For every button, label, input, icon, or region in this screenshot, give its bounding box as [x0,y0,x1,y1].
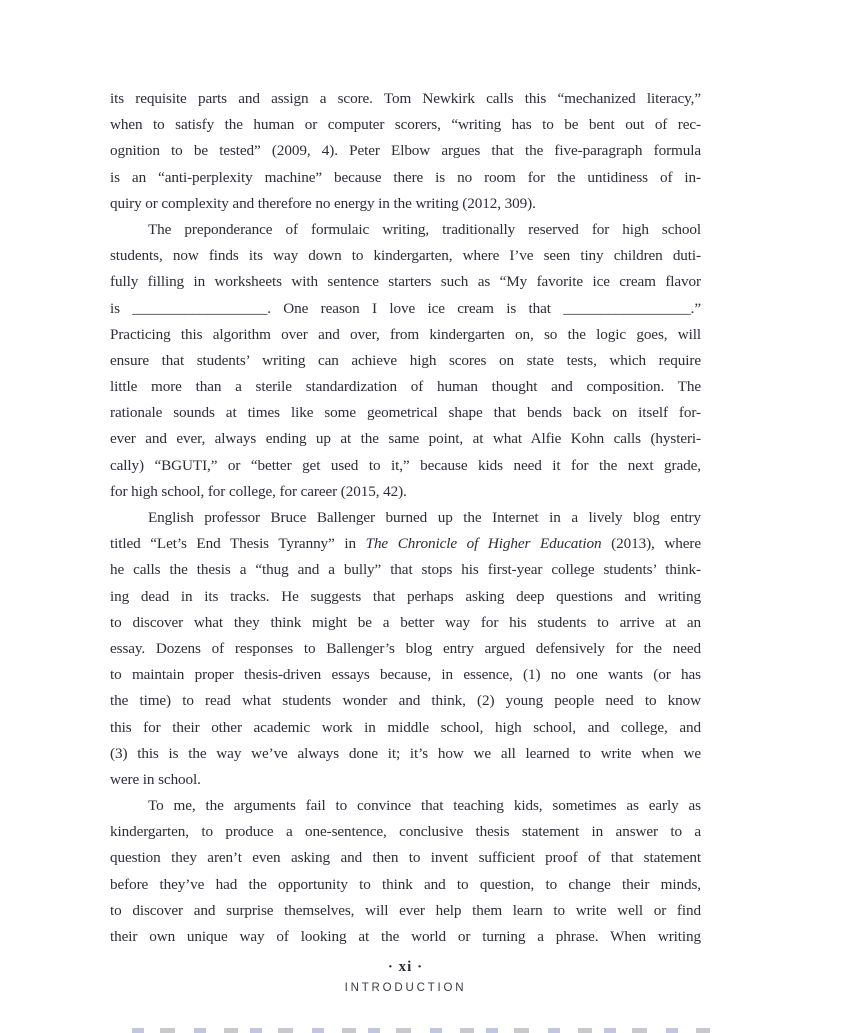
section-label: INTRODUCTION [344,982,467,994]
text-line: this for their other academic work in middle school, high school, and college, and [110,718,701,736]
text-line: to discover what they think might be a better way for his students to arrive at an [110,613,701,631]
text-line: To me, the arguments fail to convince that teaching kids, sometimes as early as [148,797,701,815]
text-line: rationale sounds at times like some geometrical shape that bends back on itself for- [110,404,701,422]
text-line: to discover and surprise themselves, will ever help them learn to write well or find [110,901,701,919]
text-line: quiry or complexity and therefore no energy in the writing (2012, 309). [110,194,536,212]
text-line: little more than a sterile standardization of human thought and composition. The [110,378,701,396]
text-line: is an “anti-perplexity machine” because there is no room for the untidiness of in- [110,168,701,186]
book-title-italic: The Chronicle of Higher Education [365,535,602,553]
page-footer [110,957,701,995]
text-line: ensure that students’ writing can achieve high scores on state tests, which require [110,351,701,369]
text-line: (3) this is the way we’ve always done it; it’s how we all learned to write when we [110,744,701,762]
text-line: for high school, for college, for career (2015, 42). [110,482,407,500]
text-line-with-italic-title [110,531,701,557]
text-line: their own unique way of looking at the world or turning a phrase. When writing [110,928,701,945]
text-line: Practicing this algorithm over and over, from kindergarten on, so the logic goes, will [110,325,701,343]
text-line: its requisite parts and assign a score. Tom Newkirk calls this “mechanized literacy,” [110,90,701,107]
paragraph-4 [110,793,701,950]
text-line: essay. Dozens of responses to Ballenger’s blog entry argued defensively for the need [110,639,701,657]
text-line: the time) to read what students wonder and think, (2) young people need to know [110,692,701,710]
text-line: kindergarten, to produce a one-sentence, conclusive thesis statement in answer to a [110,823,701,841]
text-line: he calls the thesis a “thug and a bully” that stops his first-year college students’ think- [110,561,701,579]
text-line: to maintain proper thesis-driven essays because, in essence, (1) no one wants (or has [110,666,701,684]
text-line: students, now finds its way down to kindergarten, where I’ve seen tiny children duti- [110,247,701,265]
text-line: The preponderance of formulaic writing, traditionally reserved for high school [148,220,701,238]
text-line: question they aren’t even asking and then to invent sufficient proof of that statement [110,849,701,867]
text-line: ognition to be tested” (2009, 4). Peter Elbow argues that the five-paragraph formula [110,142,701,160]
text-line: fully filling in worksheets with sentence starters such as “My favorite ice cream flavor [110,273,701,291]
page-text [110,86,701,950]
text-line-with-blanks: is __________________. One reason I love ice cream is that _________________.” [110,299,701,317]
paragraph-3 [110,505,701,793]
text-line: before they’ve had the opportunity to think and to question, to change their minds, [110,875,701,893]
text-line: ing dead in its tracks. He suggests that perhaps asking deep questions and writing [110,587,701,605]
paragraph-2 [110,217,701,505]
clipped-next-page-text-sliver [120,1028,720,1033]
text-segment: (2013), where [601,535,701,553]
text-line: ever and ever, always ending up at the same point, at what Alfie Kohn calls (hysteri- [110,430,701,448]
page-number: · xi · [387,959,424,975]
text-segment: titled “Let’s End Thesis Tyranny” in [110,535,366,553]
paragraph-1 [110,86,701,217]
text-line: cally) “BGUTI,” or “better get used to it,” because kids need it for the next grade, [110,456,701,474]
text-line: English professor Bruce Ballenger burned up the Internet in a lively blog entry [148,509,701,526]
text-line: when to satisfy the human or computer scorers, “writing has to be bent out of rec- [110,116,701,134]
text-line: were in school. [110,770,201,788]
